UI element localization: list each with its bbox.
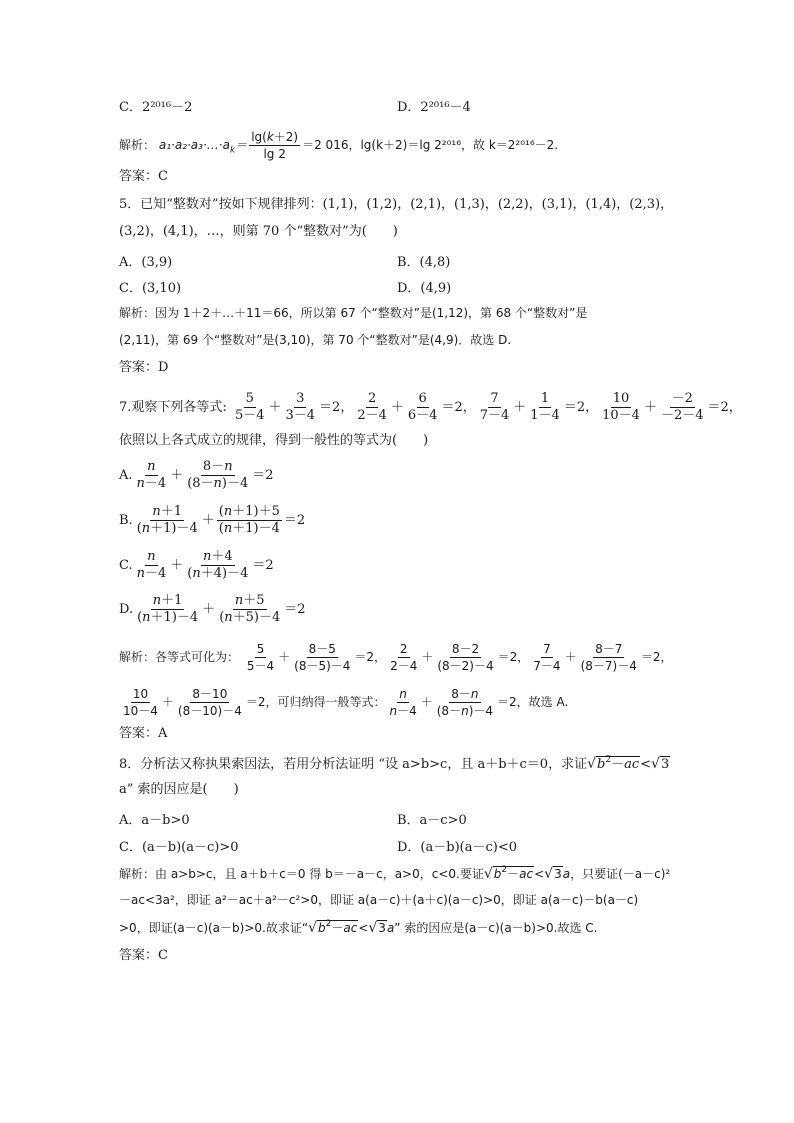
q8-analysis-1b: ，只要证(－a－c)²: [570, 867, 671, 881]
q8-option-c: C．(a－b)(a－c)>0: [119, 840, 239, 855]
q4-option-c: C．2²⁰¹⁶－2: [119, 100, 193, 115]
q7-option-c: C. $\frac{n}{n-4}$ ＋ $\frac{n+4}{(n+4)-4}$ ＝2: [119, 549, 274, 581]
q4-analysis-label: 解析：: [119, 138, 156, 152]
q8-answer: 答案：C: [119, 948, 168, 963]
q4-analysis-rest: ＝2 016，lg(k＋2)＝lg 2²⁰¹⁶，故 k＝2²⁰¹⁶－2.: [302, 138, 559, 152]
q8-option-a: A．a－b>0: [119, 813, 190, 828]
q8-stem-line2: a” 索的因应是( ): [119, 782, 239, 797]
q7-option-a: A. $\frac{n}{n-4}$ ＋ $\frac{8-n}{(8-n)-4}$ ＝2: [119, 459, 274, 491]
q4-product: $a_1\cdot a_2\cdot a_3\cdot\dots\cdot a_k=$: [158, 138, 248, 156]
q7-option-b-label: B.: [119, 513, 133, 528]
q5-stem-line2: (3,2)，(4,1)，…，则第 70 个“整数对”为( ): [119, 224, 398, 239]
q8-analysis-line2: －ac<3a²，即证 a²－ac＋a²－c²>0，即证 a(a－c)＋(a＋c)(a－c)>0，即证 a(a－c)－b(a－c): [119, 893, 639, 907]
q8-analysis-3b: ” 索的因应是(a－c)(a－b)>0.故选 C.: [394, 921, 598, 935]
q4-answer: 答案：C: [119, 169, 168, 184]
q7-stem-label: 7.观察下列各等式:: [119, 400, 227, 415]
q7-stem-line2: 依照以上各式成立的规律，得到一般性的等式为( ): [119, 433, 429, 448]
q5-option-d: D．(4,9): [397, 281, 452, 296]
q7-analysis-label: 解析：各等式可化为：: [119, 650, 240, 664]
q5-option-a: A．(3,9): [119, 255, 173, 270]
q8-stem-text: 8．分析法又称执果索因法，若用分析法证明 “设 a>b>c，且 a＋b＋c＝0，求证: [119, 757, 588, 772]
q4-fraction: $\frac{\lg(k+2)}{\lg 2}$: [251, 130, 299, 161]
q7-analysis-tail: ，可归纳得一般等式：: [265, 695, 386, 709]
q5-analysis-line2: (2,11)，第 69 个“整数对”是(3,10)，第 70 个“整数对”是(4,9)．故选 D.: [119, 333, 512, 347]
q4-analysis: [119, 130, 558, 161]
q5-stem-line1: 5．已知“整数对”按如下规律排列：(1,1)，(1,2)，(2,1)，(1,3)，(2,2)，(3,1)，(1,4)，(2,3)，: [119, 197, 674, 212]
q5-option-c: C．(3,10): [119, 281, 182, 296]
q5-option-b: B．(4,8): [397, 255, 451, 270]
q7-option-b: B. $\frac{n+1}{(n+1)-4}$ ＋ $\frac{(n+1)+5}{(n+1)-4}$ ＝2: [119, 504, 306, 536]
q4-option-d: D．2²⁰¹⁶－4: [397, 100, 471, 115]
q7-analysis-end: ，故选 A.: [516, 695, 569, 709]
q8-analysis-3a: >0，即证(a－c)(a－b)>0.故求证“: [119, 921, 309, 935]
q7-option-d: D. $\frac{n+1}{(n+1)-4}$ ＋ $\frac{n+5}{(n+5)-4}$ ＝2: [119, 593, 306, 625]
q5-analysis-line1: 解析：因为 1＋2＋…＋11＝66，所以第 67 个“整数对”是(1,12)，第 68 个“整数对”是: [119, 306, 588, 320]
q8-option-b: B．a－c>0: [397, 813, 467, 828]
q8-analysis-1a: 解析：由 a>b>c，且 a＋b＋c＝0 得 b＝－a－c，a>0，c<0.要证: [119, 867, 484, 881]
q7-stem-line1: 7.观察下列各等式: $\frac{5}{5-4}$ ＋ $\frac{3}{3-4}$ ＝2， $\frac{2}{2-4}$ ＋ $\frac{6}{6-4}$ ＝2， $\frac{7}{7-4}$ ＋ $\frac{1}{1-4}$ ＝2， $\frac{10}{10-4}$ ＋ $\frac{-2}{-2-4}$ ＝2，: [119, 391, 742, 423]
q7-option-d-label: D.: [119, 602, 134, 617]
q7-option-c-label: C.: [119, 558, 133, 573]
q8-analysis-line1: 解析：由 a>b>c，且 a＋b＋c＝0 得 b＝－a－c，a>0，c<0.要证$√b^2-ac<√3a$，只要证(－a－c)²: [119, 865, 671, 882]
q8-analysis-line3: >0，即证(a－c)(a－b)>0.故求证“$√b^2-ac<√3a$” 索的因应是(a－c)(a－b)>0.故选 C.: [119, 919, 598, 936]
q7-analysis-line2: $\frac{10}{10-4}$ ＋ $\frac{8-10}{(8-10)-4}$ ＝2，可归纳得一般等式： $\frac{n}{n-4}$ ＋ $\frac{8-n}{(8-n)-4}$ ＝2，故选 A.: [123, 687, 569, 718]
q8-stem-line1: 8．分析法又称执果索因法，若用分析法证明 “设 a>b>c，且 a＋b＋c＝0，求证$√b^2-ac<√3$: [119, 755, 670, 772]
q7-analysis-line1: 解析：各等式可化为： $\frac{5}{5-4}$ ＋ $\frac{8-5}{(8-5)-4}$ ＝2， $\frac{2}{2-4}$ ＋ $\frac{8-2}{(8-2)-4}$ ＝2， $\frac{7}{7-4}$ ＋ $\frac{8-7}{(8-7)-4}$ ＝2，: [119, 642, 673, 673]
q5-answer: 答案：D: [119, 360, 169, 375]
q8-option-d: D．(a－b)(a－c)<0: [397, 840, 517, 855]
q7-option-a-label: A.: [119, 468, 133, 483]
q7-answer: 答案：A: [119, 726, 168, 741]
